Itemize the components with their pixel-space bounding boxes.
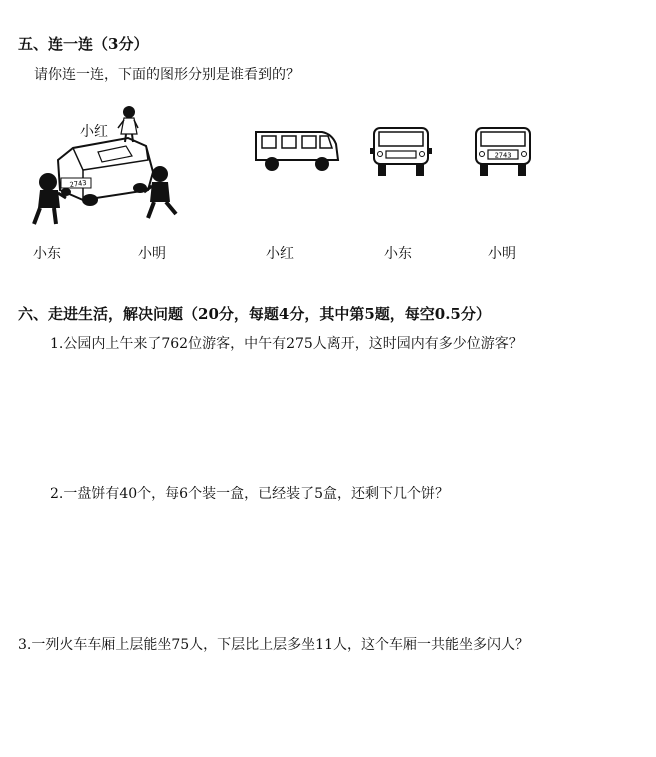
scene-label-xiaodong: 小东 xyxy=(33,246,61,262)
scene-illustration xyxy=(28,100,188,230)
question-3: 3.一列火车车厢上层能坐75人，下层比上层多坐11人，这个车厢一共能坐多闪人？ xyxy=(18,637,529,653)
scene-label-xiaohong: 小红 xyxy=(80,124,108,140)
view-front-car xyxy=(370,126,432,178)
svg-text:2743: 2743 xyxy=(69,178,88,190)
view-label-3: 小明 xyxy=(488,246,516,262)
view-label-1: 小红 xyxy=(266,246,294,262)
view-back-plate: 2743 xyxy=(494,151,512,160)
scene-car xyxy=(58,138,153,206)
question-2: 2.一盘饼有40个，每6个装一盒，已经装了5盒，还剩下几个饼？ xyxy=(50,486,449,502)
section6-title: 六、走进生活，解决问题（20分，每题4分，其中第5题，每空0.5分） xyxy=(18,305,491,323)
view-back-car xyxy=(472,126,534,178)
question-1: 1.公园内上午来了762位游客，中午有275人离开，这时园内有多少位游客？ xyxy=(50,336,523,352)
scene-plate-text xyxy=(60,176,96,190)
xiaohong-figure xyxy=(118,106,138,142)
scene-label-xiaoming: 小明 xyxy=(138,246,166,262)
section5-instruction: 请你连一连，下面的图形分别是谁看到的？ xyxy=(34,67,300,83)
view-side-car xyxy=(252,126,342,176)
view-label-2: 小东 xyxy=(384,246,412,262)
section5-title: 五、连一连（3分） xyxy=(18,35,149,53)
